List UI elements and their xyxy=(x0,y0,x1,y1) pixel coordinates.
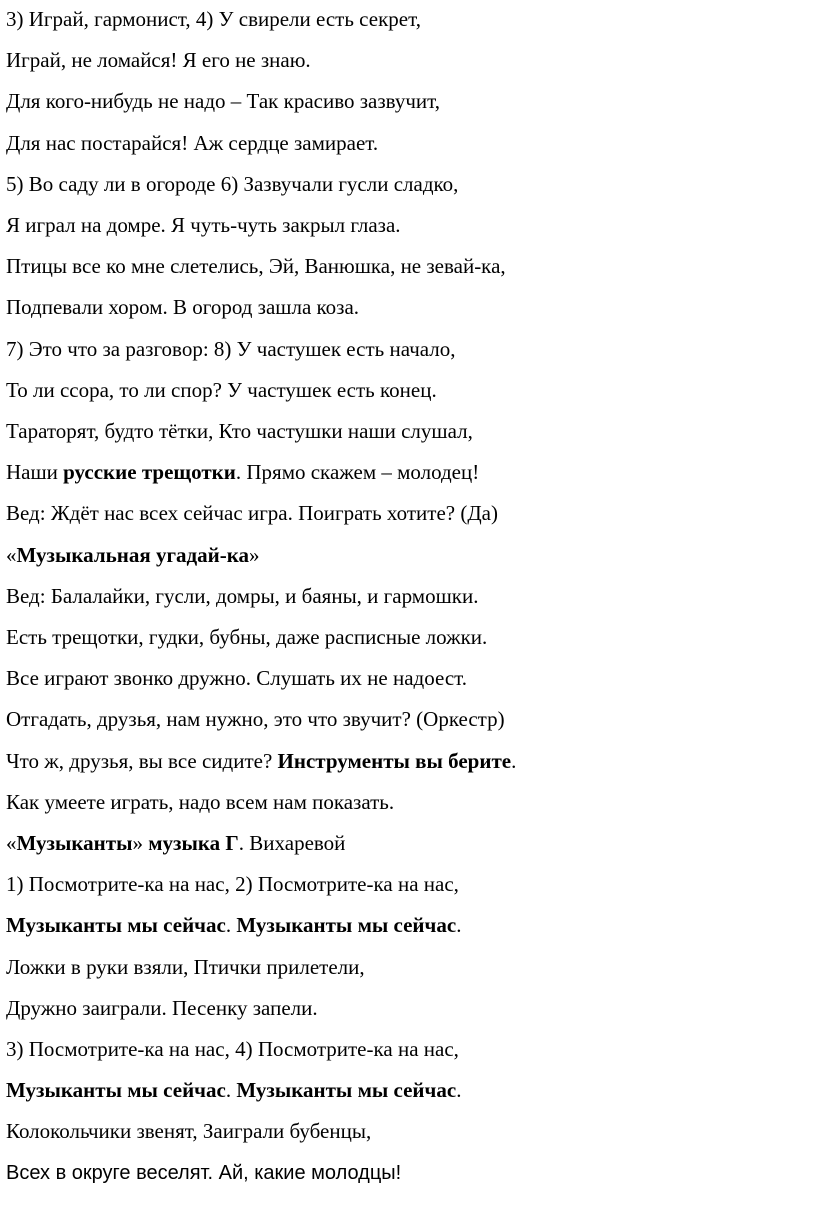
text-line xyxy=(6,6,421,32)
text-segment: Вед: Балалайки, гусли, домры, и баяны, и гармошки. xyxy=(6,583,479,608)
text-line xyxy=(6,253,506,279)
text-segment: » xyxy=(132,831,149,855)
text-segment: 1) Посмотрите-ка на нас, 2) Посмотрите-ка на нас, xyxy=(6,872,459,897)
text-segment: « xyxy=(6,542,17,567)
text-segment: Отгадать, друзья, нам нужно, это что звучит? (Оркестр) xyxy=(6,707,505,732)
text-segment: То ли ссора, то ли спор? У частушек есть конец. xyxy=(6,377,437,402)
text-line xyxy=(6,500,498,526)
text-line xyxy=(6,871,459,897)
text-segment: Птицы все ко мне слетелись, Эй, Ванюшка, не зевай-ка, xyxy=(6,254,506,279)
text-segment: Что ж, друзья, вы все сидите? xyxy=(6,748,278,773)
text-segment: Дружно заиграли. Песенку запели. xyxy=(6,995,318,1020)
text-line xyxy=(6,706,505,732)
text-segment: 5) Во саду ли в огороде 6) Зазвучали гусли сладко, xyxy=(6,171,459,196)
text-line xyxy=(6,1036,459,1062)
text-segment: 3) Посмотрите-ка на нас, 4) Посмотрите-ка на нас, xyxy=(6,1037,459,1061)
text-segment: Я играл на домре. Я чуть-чуть закрыл глаза. xyxy=(6,213,401,237)
bold-text-segment: русские трещотки xyxy=(63,460,236,485)
text-segment: . xyxy=(456,913,462,938)
text-line xyxy=(6,954,365,980)
text-line xyxy=(6,88,440,114)
text-line xyxy=(6,748,516,774)
bold-text-segment: Музыканты мы сейчас xyxy=(236,913,457,938)
text-line xyxy=(6,1160,401,1186)
text-segment: . xyxy=(511,748,517,773)
text-segment: Есть трещотки, гудки, бубны, даже расписные ложки. xyxy=(6,625,488,649)
text-segment: Всех в округе веселят. Ай, какие молодцы! xyxy=(6,1161,402,1184)
text-segment: . xyxy=(225,913,237,938)
text-segment: 3) Играй, гармонист, 4) У свирели есть секрет, xyxy=(6,7,421,31)
text-segment: Колокольчики звенят, Заиграли бубенцы, xyxy=(6,1119,372,1144)
text-segment: . xyxy=(456,1078,462,1103)
text-segment: Вед: Ждёт нас всех сейчас игра. Поиграть хотите? (Да) xyxy=(6,501,498,526)
bold-text-segment: Инструменты вы берите xyxy=(277,748,512,773)
bold-text-segment: Музыканты мы сейчас xyxy=(6,1078,226,1103)
text-segment: Наши xyxy=(6,460,64,485)
text-line xyxy=(6,459,479,485)
text-line xyxy=(6,171,458,197)
text-segment: . xyxy=(225,1078,237,1103)
text-segment: Все играют звонко дружно. Слушать их не надоест. xyxy=(6,666,467,691)
text-line xyxy=(6,583,478,609)
text-segment: Ложки в руки взяли, Птички прилетели, xyxy=(6,954,365,979)
text-segment: Тараторят, будто тётки, Кто частушки наши слушал, xyxy=(6,419,473,443)
text-line xyxy=(6,377,437,403)
text-line xyxy=(6,130,378,156)
text-line xyxy=(6,665,467,691)
text-segment: » xyxy=(248,542,260,567)
text-segment: 7) Это что за разговор: 8) У частушек есть начало, xyxy=(6,336,456,361)
text-segment: « xyxy=(6,831,17,855)
text-segment: Для нас постарайся! Аж сердце замирает. xyxy=(6,130,379,155)
text-segment: Играй, не ломайся! Я его не знаю. xyxy=(6,48,311,73)
text-segment: Для кого-нибудь не надо – Так красиво зазвучит, xyxy=(6,89,440,114)
bold-text-segment: Музыкальная угадай-ка xyxy=(16,542,249,567)
text-line xyxy=(6,830,345,856)
text-line xyxy=(6,1077,461,1103)
bold-text-segment: Музыканты мы сейчас xyxy=(6,913,226,938)
text-line xyxy=(6,789,394,815)
text-line xyxy=(6,212,401,238)
text-line xyxy=(6,418,473,444)
text-line xyxy=(6,1118,371,1144)
bold-text-segment: Музыканты xyxy=(16,831,133,855)
text-segment: . Прямо скажем – молодец! xyxy=(235,460,480,485)
text-line xyxy=(6,542,259,568)
bold-text-segment: Музыканты мы сейчас xyxy=(236,1078,457,1103)
text-line xyxy=(6,47,311,73)
text-line xyxy=(6,912,461,938)
text-line xyxy=(6,624,487,650)
text-line xyxy=(6,336,456,362)
text-segment: Как умеете играть, надо всем нам показать. xyxy=(6,789,395,814)
text-line xyxy=(6,294,359,320)
text-line xyxy=(6,995,318,1021)
text-segment: Подпевали хором. В огород зашла коза. xyxy=(6,295,360,320)
bold-text-segment: музыка Г xyxy=(148,831,239,855)
text-segment: . Вихаревой xyxy=(238,831,346,855)
